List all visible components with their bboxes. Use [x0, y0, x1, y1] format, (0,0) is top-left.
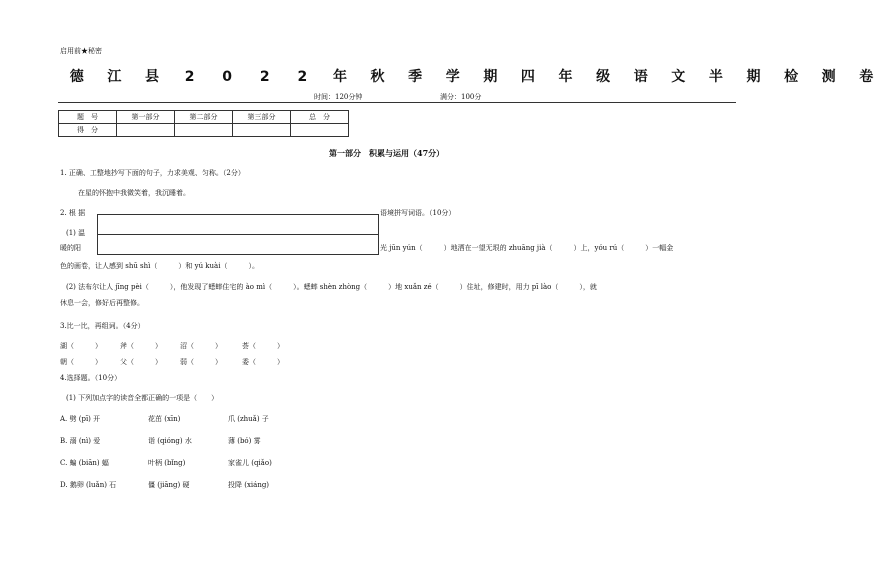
title-char: 江 — [107, 69, 122, 85]
q4-sub1: (1) 下列加点字的读音全都正确的一项是（ ） — [66, 394, 219, 402]
title-char: 半 — [708, 69, 723, 85]
q3-text: 3.比一比，再组词。（4分） — [60, 322, 145, 330]
q2-p1-label: (1) 温 — [66, 229, 86, 237]
title-divider — [58, 102, 736, 103]
title-char: 0 — [222, 69, 233, 85]
option-c-2: 叶柄 (bǐng) — [148, 459, 186, 467]
option-c-1[interactable]: C. 蝙 (biān) 蝠 — [60, 459, 109, 467]
option-a-3: 爪 (zhuǎ) 子 — [228, 415, 269, 423]
option-a-1[interactable]: A. 劈 (pī) 开 — [60, 415, 101, 423]
title-char: 测 — [821, 69, 836, 85]
option-b-2: 诣 (qióng) 水 — [148, 437, 192, 445]
copy-box-midline — [97, 234, 378, 235]
title-char: 季 — [408, 69, 423, 85]
title-char: 文 — [671, 69, 686, 85]
q3-row1-item: 沼（ ） — [180, 342, 222, 350]
score-input-cell[interactable] — [117, 124, 175, 137]
q2-suffix: 语境拼写词语。（10分） — [380, 209, 456, 217]
title-char: 年 — [332, 69, 347, 85]
title-char: 学 — [445, 69, 460, 85]
confidential-note: 启用前★秘密 — [60, 47, 102, 55]
score-input-cell[interactable] — [291, 124, 349, 137]
table-cell: 第二部分 — [175, 111, 233, 124]
title-char: 语 — [633, 69, 648, 85]
score-table — [58, 110, 349, 137]
title-char: 2 — [184, 69, 195, 85]
exam-title — [58, 66, 885, 86]
option-d-1[interactable]: D. 鹅卵 (luǎn) 石 — [60, 481, 117, 489]
exam-time: 时间：120分钟 — [314, 93, 363, 101]
section-title: 第一部分 积累与运用（47分） — [329, 148, 445, 158]
table-cell: 第三部分 — [233, 111, 291, 124]
q2-p1-line-a: 暖的阳 — [60, 244, 81, 252]
title-char: 县 — [144, 69, 159, 85]
title-char: 年 — [558, 69, 573, 85]
option-b-3: 薄 (bó) 雾 — [228, 437, 261, 445]
q2-p2-line-a: (2) 法布尔让人 jīng pèi（ ），他发现了蟋蟀住宅的 ào mì（ ）。蟋蟀 shèn zhòng（ ）地 xuǎn zé（ ）住址，修建时，用力 pī lào（ ），就 — [66, 283, 597, 291]
table-cell: 得 分 — [59, 124, 117, 137]
score-table-header-row — [59, 111, 349, 124]
title-char: 秋 — [370, 69, 385, 85]
q2-p1-line-c: 色的画卷，让人感到 shū shì（ ）和 yú kuài（ ）。 — [60, 262, 259, 270]
title-char: 期 — [746, 69, 761, 85]
table-cell: 题 号 — [59, 111, 117, 124]
title-char: 期 — [483, 69, 498, 85]
q3-row1-item: 湖（ ） — [60, 342, 102, 350]
q1-sentence: 在星的怀抱中我微笑着，我沉睡着。 — [78, 189, 190, 197]
q3-row2-item: 委（ ） — [242, 358, 284, 366]
option-b-1[interactable]: B. 溺 (nì) 爱 — [60, 437, 101, 445]
title-char: 2 — [297, 69, 308, 85]
q1-text: 1. 正确、工整地抄写下面的句子，力求美观、匀称。（2分） — [60, 169, 245, 177]
q3-row2-item: 弱（ ） — [180, 358, 222, 366]
option-d-3: 投降 (xiáng) — [228, 481, 270, 489]
full-score: 满分：100分 — [440, 93, 482, 101]
title-char: 检 — [784, 69, 799, 85]
title-char: 级 — [596, 69, 611, 85]
title-char: 德 — [69, 69, 84, 85]
option-c-3: 家雀儿 (qiǎo) — [228, 459, 272, 467]
title-char: 四 — [520, 69, 535, 85]
q2-prefix: 2. 根 据 — [60, 209, 86, 217]
q3-row1-item: 荟（ ） — [242, 342, 284, 350]
score-table-score-row — [59, 124, 349, 137]
score-input-cell[interactable] — [175, 124, 233, 137]
q4-text: 4.选择题。（10分） — [60, 374, 122, 382]
table-cell: 第一部分 — [117, 111, 175, 124]
q3-row2-item: 朝（ ） — [60, 358, 102, 366]
title-char: 卷 — [859, 69, 874, 85]
title-char: 2 — [259, 69, 270, 85]
q3-row1-item: 斧（ ） — [120, 342, 162, 350]
option-a-2: 花茁 (xīn) — [148, 415, 181, 423]
score-input-cell[interactable] — [233, 124, 291, 137]
q2-p2-line-b: 休息一会，修好后再整修。 — [60, 299, 144, 307]
table-cell: 总 分 — [291, 111, 349, 124]
q3-row2-item: 父（ ） — [120, 358, 162, 366]
option-d-2: 僵 (jiāng) 硬 — [148, 481, 190, 489]
q2-p1-line-b: 光 jūn yún（ ）地洒在一望无垠的 zhuāng jià（ ）上，yóu rú（ ）一幅金 — [380, 244, 674, 252]
